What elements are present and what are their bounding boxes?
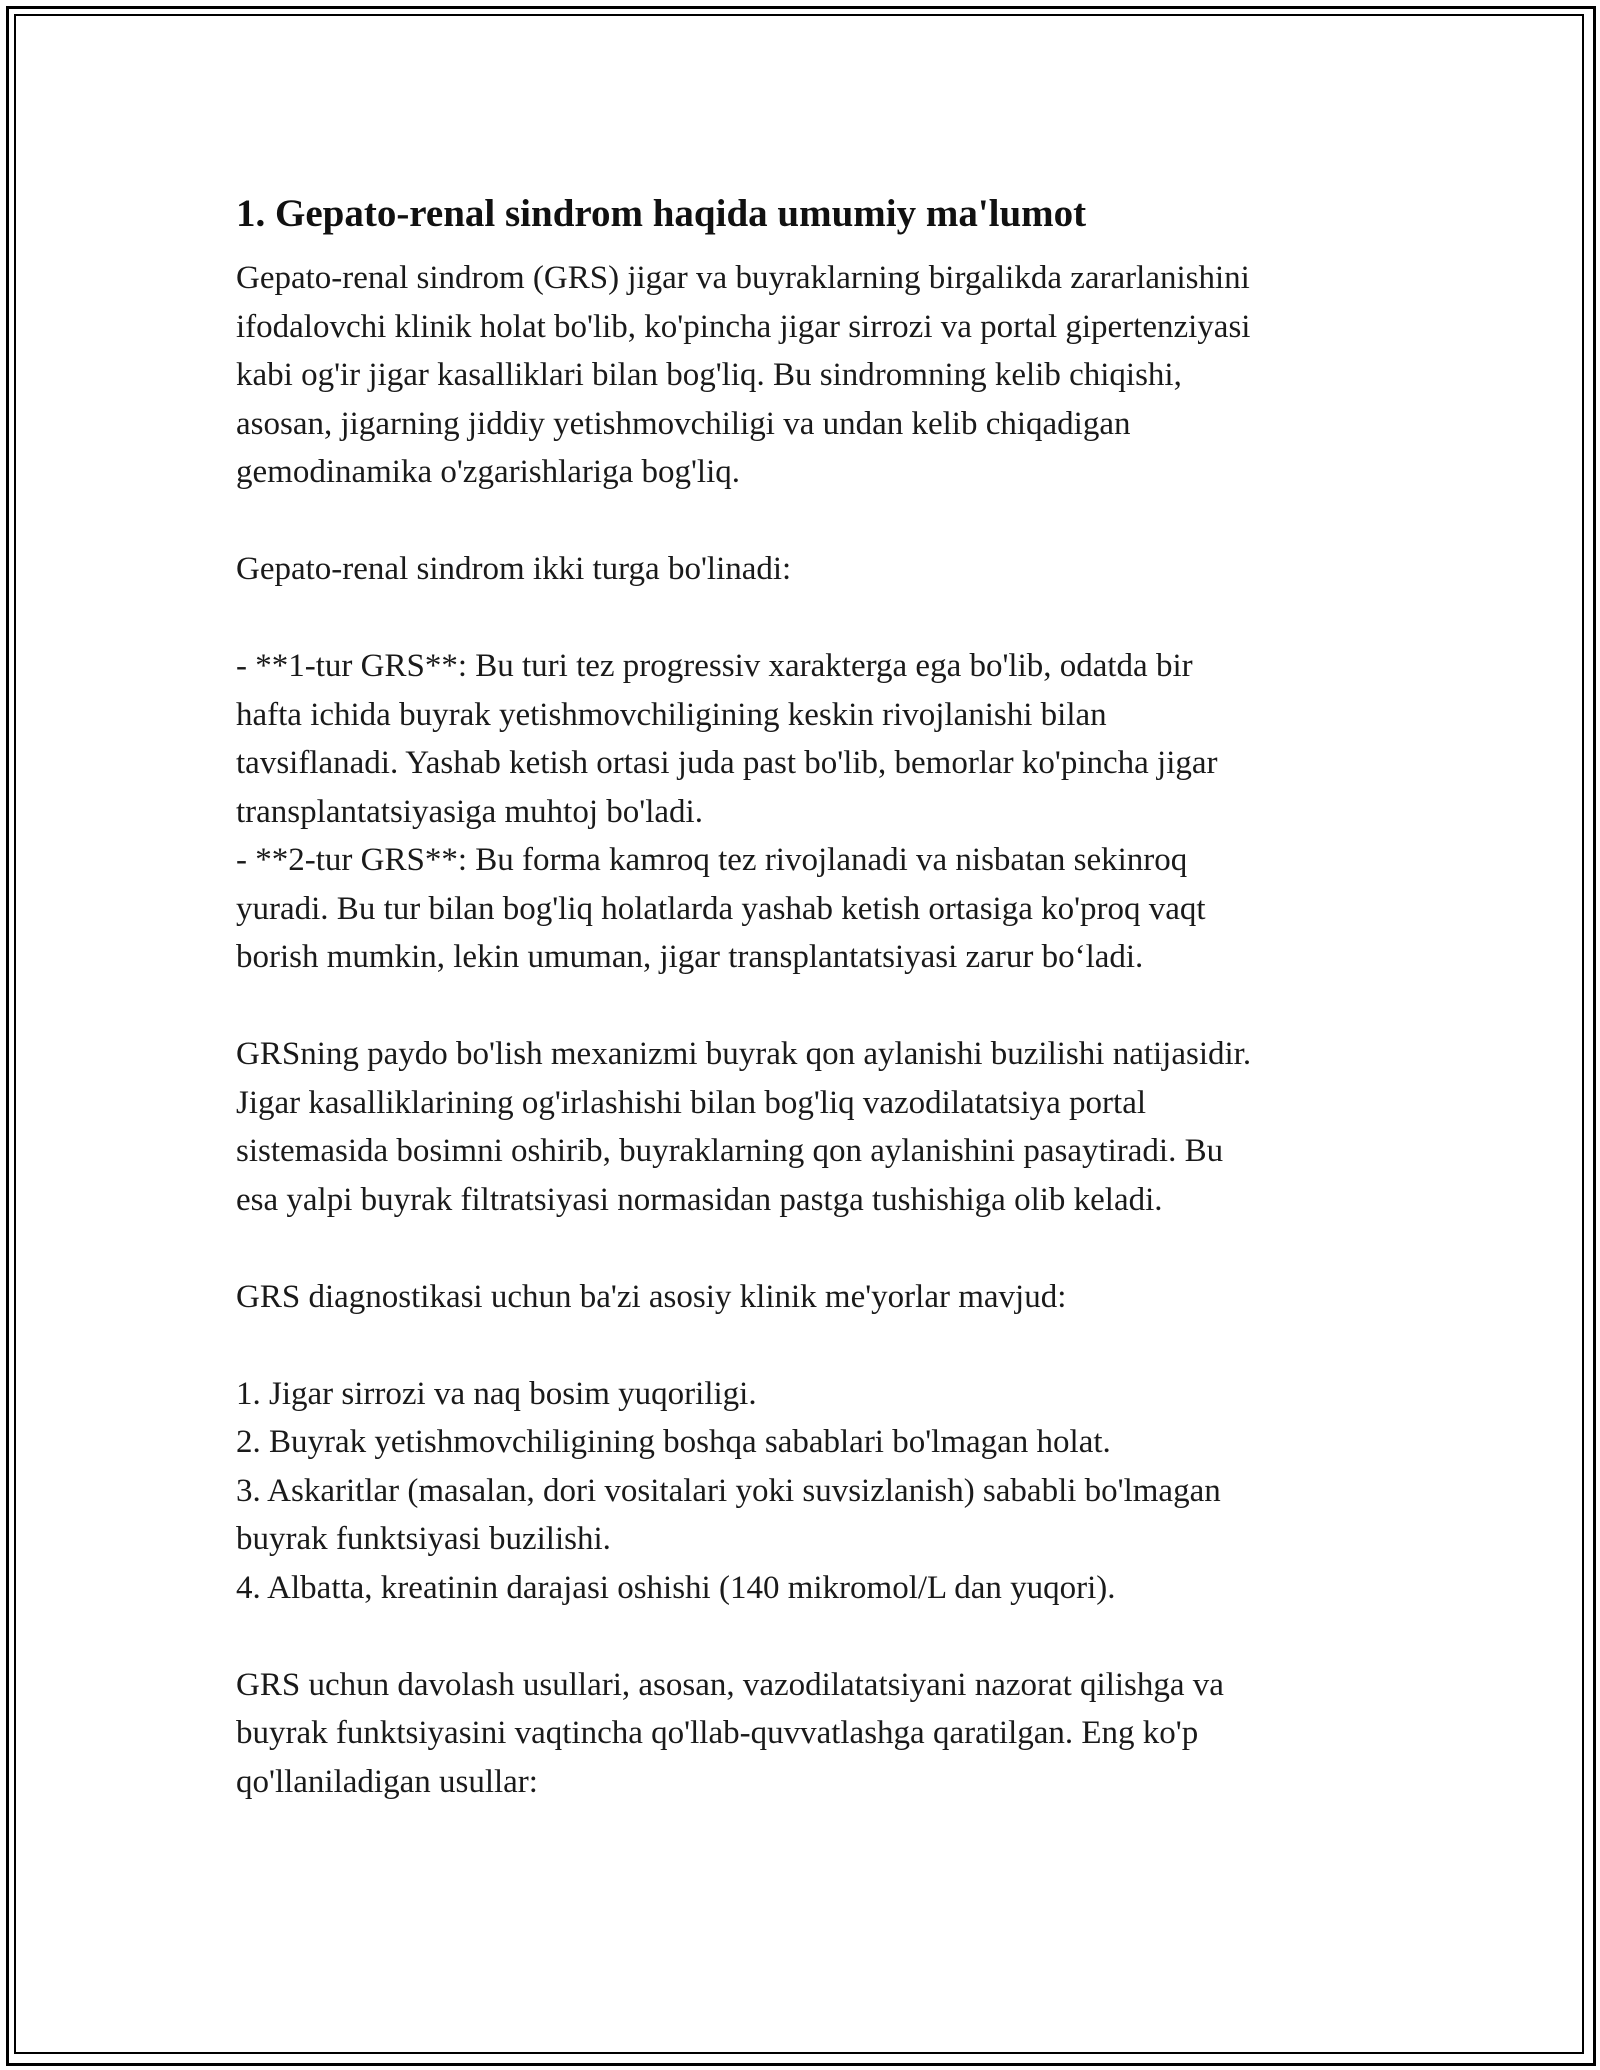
paragraph-spacer xyxy=(236,594,1386,643)
types-list: - **1-tur GRS**: Bu turi tez progressiv xarakterga ega bo'lib, odatda bir hafta ichida buyrak yetishmovchiligining keskin rivojlanishi bilan tavsiflanadi. Yashab ketish ortasi juda past bo'lib, bemorlar ko'pincha jigar transplantatsiyasiga muhtoj bo'ladi. - **2-tur GRS**: Bu forma kamroq tez rivojlanadi va nisbatan sekinroq yuradi. Bu tur bilan bog'liq holatlarda yashab ketish ortasiga ko'proq vaqt borish mumkin, lekin umuman, jigar transplantatsiyasi zarur bo‘ladi. xyxy=(236,648,1218,975)
paragraph-spacer xyxy=(236,982,1386,1031)
diagnostics-intro-paragraph: GRS diagnostikasi uchun ba'zi asosiy klinik me'yorlar mavjud: xyxy=(236,1278,1067,1315)
paragraph-spacer xyxy=(236,497,1386,546)
paragraph-spacer xyxy=(236,1612,1386,1661)
intro-paragraph: Gepato-renal sindrom (GRS) jigar va buyraklarning birgalikda zararlanishini ifodalovchi klinik holat bo'lib, ko'pincha jigar sirrozi va portal gipertenziyasi kabi og'ir jigar kasalliklari bilan bog'liq. Bu sindromning kelib chiqishi, asosan, jigarning jiddiy yetishmovchiligi va undan kelib chiqadigan gemodinamika o'zgarishlariga bog'liq. xyxy=(236,260,1251,490)
mechanism-paragraph: GRSning paydo bo'lish mexanizmi buyrak qon aylanishi buzilishi natijasidir. Jigar kasalliklarining og'irlashishi bilan bog'liq vazodilatatsiya portal sistemasida bosimni oshirib, buyraklarning qon aylanishini pasaytiradi. Bu esa yalpi buyrak filtratsiyasi normasidan pastga tushishiga olib keladi. xyxy=(236,1036,1252,1218)
criteria-list: 1. Jigar sirrozi va naq bosim yuqoriligi. 2. Buyrak yetishmovchiligining boshqa sabablari bo'lmagan holat. 3. Askaritlar (masalan, dori vositalari yoki suvsizlanish) sababli bo'lmagan buyrak funktsiyasi buzilishi. 4. Albatta, kreatinin darajasi oshishi (140 mikromol/L dan yuqori). xyxy=(236,1375,1221,1606)
types-intro-paragraph: Gepato-renal sindrom ikki turga bo'linadi: xyxy=(236,551,792,587)
section-heading: 1. Gepato-renal sindrom haqida umumiy ma'lumot xyxy=(236,192,1087,235)
treatment-paragraph: GRS uchun davolash usullari, asosan, vazodilatatsiyani nazorat qilishga va buyrak funktsiyasini vaqtincha qo'llab-quvvatlashga qaratilgan. Eng ko'p qo'llaniladigan usullar: xyxy=(236,1666,1224,1800)
paragraph-spacer xyxy=(236,1321,1386,1370)
document-body xyxy=(236,186,1386,1806)
paragraph-spacer xyxy=(236,1224,1386,1273)
